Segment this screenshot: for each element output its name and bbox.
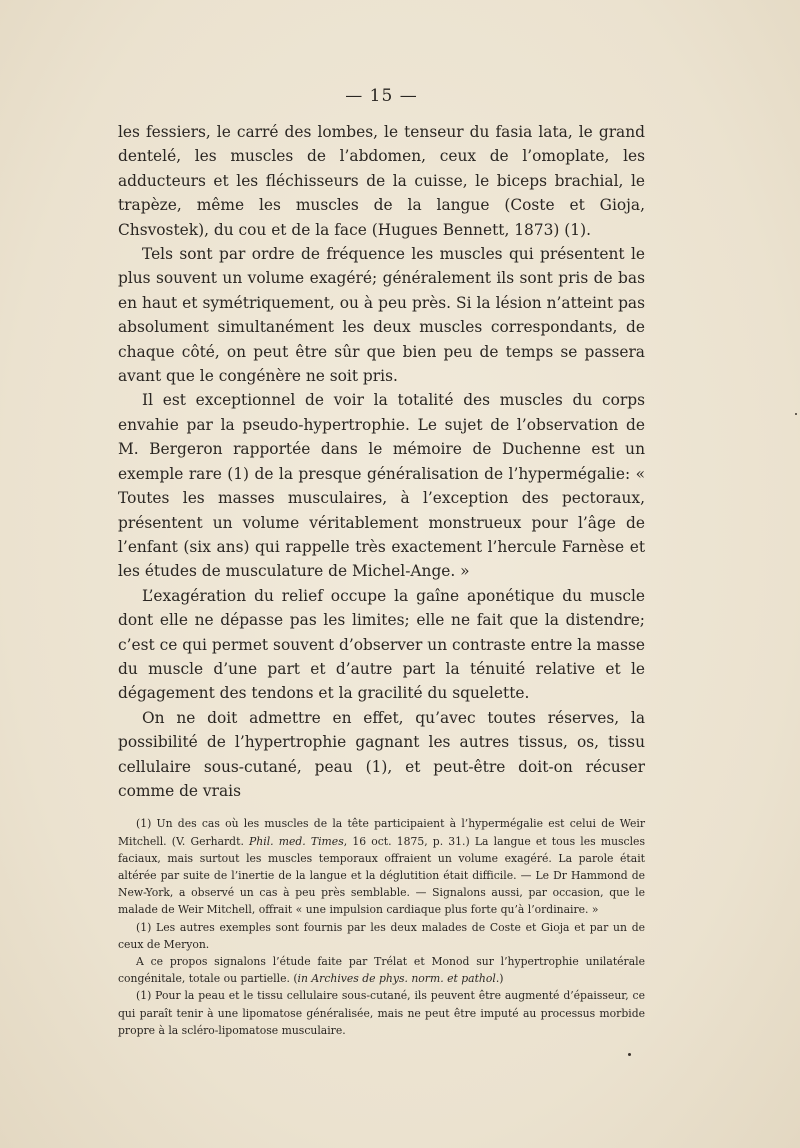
footnote-weir-mitchell xyxy=(118,815,645,918)
footnote-other-examples: (1) Les autres exemples sont fournis par les deux malades de Coste et Gioja et par un de ceux de Meryon. xyxy=(118,920,645,951)
footnotes xyxy=(118,815,645,1039)
footnote-text: ) xyxy=(499,972,504,986)
paragraph-2: Tels sont par ordre de fréquence les muscles qui présentent le plus souvent un volume exagéré; généralement ils sont pris de bas en haut et symétriquement, ou à peu près. Si la lésion n’atteint pas absolument simultanément les deux muscles correspondants, de chaque côté, on peut être sûr que bien peu de temps se passera avant que le congénère ne soit pris. xyxy=(118,245,645,386)
footnote-text: , 16 oct. 1875, p. 31.) La langue et tous les muscles faciaux, mais surtout les muscles temporaux offraient un volume exagéré. La parole était altérée par suite de l’inertie de la langue et la déglutition était difficile. — Le Dr Hammond de New-York, a observé un cas à peu près semblable. — Signalons aussi, par occasion, que le malade de Weir Mitchell, offrait « une impulsion cardiaque plus forte qu’à l’ordinaire. » xyxy=(118,834,645,917)
journal-title: Phil. med. Times xyxy=(249,834,344,848)
journal-title: in Archives de phys. norm. et pathol. xyxy=(297,972,500,986)
document-page xyxy=(118,86,645,1039)
footnote-skin-tissue: (1) Pour la peau et le tissu cellulaire sous-cutané, ils peuvent être augmenté d’épaisseur, ce qui paraît tenir à une lipomatose généralisée, mais ne peut être imputé au processus morbide propre à la scléro-lipomatose musculaire. xyxy=(118,989,645,1037)
paragraph-3: Il est exceptionnel de voir la totalité des muscles du corps envahie par la pseudo-hypertrophie. Le sujet de l’observation de M. Bergeron rapportée dans le mémoire de Duchenne est un exemple rare (1) de la presque généralisation de l’hypermégalie: « Toutes les masses musculaires, à l’exception des pectoraux, présentent un volume véritablement monstrueux pour l’âge de l’enfant (six ans) qui rappelle très exactement l’hercule Farnèse et les études de musculature de Michel-Ange. » xyxy=(118,391,645,581)
page-number: — 15 — xyxy=(345,86,418,106)
paragraph-5: On ne doit admettre en effet, qu’avec toutes réserves, la possibilité de l’hypertrophie gagnant les autres tissus, os, tissu cellulaire sous-cutané, peau (1), et peut-être doit-on récuser comme de vrais xyxy=(118,708,645,800)
body-text xyxy=(118,120,645,803)
paper-speck xyxy=(795,413,797,415)
paper-speck xyxy=(628,1053,631,1056)
footnote-text: (1) Un des cas où les muscles de la tête participaient à l’hypermégalie est celui de Weir Mitchell. (V. Gerhardt. xyxy=(118,817,645,848)
footnote-trelat-monod xyxy=(118,953,645,987)
footnote-text: A ce propos signalons l’étude faite par Trélat et Monod sur l’hypertrophie unilatérale congénitale, totale ou partielle. ( xyxy=(118,955,645,986)
paragraph-1: les fessiers, le carré des lombes, le tenseur du fasia lata, le grand dentelé, les muscles de l’abdomen, ceux de l’omoplate, les adducteurs et les fléchisseurs de la cuisse, le biceps brachial, le trapèze, même les muscles de la langue (Coste et Gioja, Chsvostek), du cou et de la face (Hugues Bennett, 1873) (1). xyxy=(118,123,645,239)
paragraph-4: L’exagération du relief occupe la gaîne aponétique du muscle dont elle ne dépasse pas les limites; elle ne fait que la distendre; c’est ce qui permet souvent d’observer un contraste entre la masse du muscle d’une part et d’autre part la ténuité relative et le dégagement des tendons et la gracilité du squelette. xyxy=(118,586,645,703)
